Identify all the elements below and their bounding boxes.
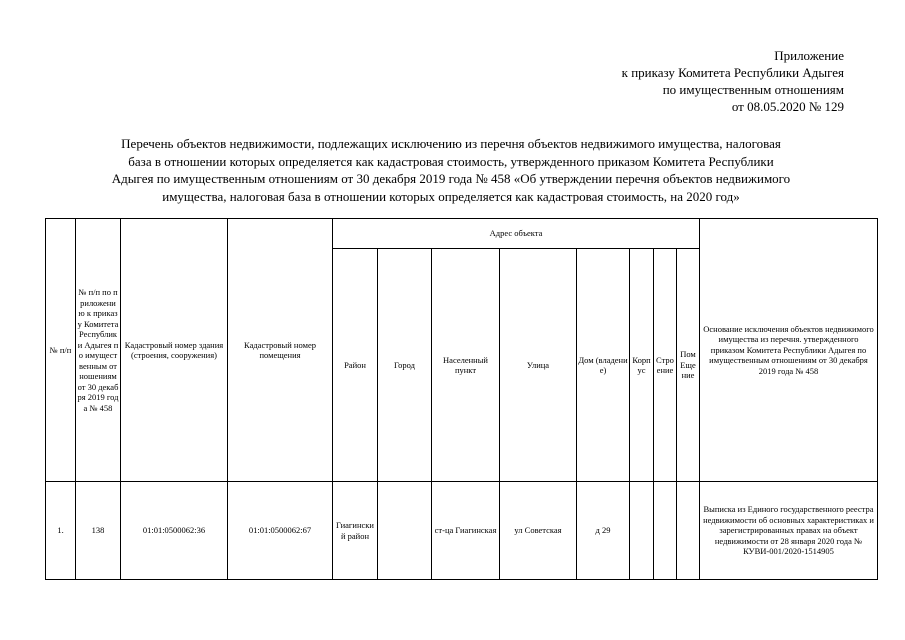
cell-settlement: ст-ца Гиагинская [432, 482, 500, 580]
document-title [50, 135, 852, 205]
header-korpus: Корпус [630, 249, 654, 482]
title-line: Перечень объектов недвижимости, подлежащих исключению из перечня объектов недвижимого имущества, налоговая [121, 136, 781, 151]
header-basis: Основание исключения объектов недвижимого имущества из перечня. утвержденного приказом Комитета Республики Адыгея по имущественным отношениям от 30 декабря 2019 года № 458 [700, 219, 878, 482]
cell-korpus [630, 482, 654, 580]
header-city: Город [378, 249, 432, 482]
table-header-row [46, 219, 878, 249]
appendix-line: от 08.05.2020 № 129 [731, 99, 844, 114]
appendix-line: Приложение [774, 48, 844, 63]
cell-district: Гиагинский район [333, 482, 378, 580]
header-address-group: Адрес объекта [333, 219, 700, 249]
title-line: база в отношении которых определяется как кадастровая стоимость, утвержденного приказом Комитета Республики [128, 153, 774, 169]
cell-num: 1. [46, 482, 76, 580]
objects-table [45, 218, 878, 580]
header-cad-building: Кадастровый номер здания (строения, сооружения) [121, 219, 228, 482]
header-district: Район [333, 249, 378, 482]
cell-building [654, 482, 677, 580]
title-line: Адыгея по имущественным отношениям от 30 декабря 2019 года № 458 «Об утверждении перечня объектов недвижимого [111, 171, 791, 186]
header-house: Дом (владение) [577, 249, 630, 482]
appendix-line: к приказу Комитета Республики Адыгея [621, 65, 844, 80]
appendix-line: по имущественным отношениям [662, 82, 844, 97]
cell-num-appendix: 138 [76, 482, 121, 580]
cell-cad-building: 01:01:0500062:36 [121, 482, 228, 580]
header-street: Улица [500, 249, 577, 482]
cell-city [378, 482, 432, 580]
cell-basis: Выписка из Единого государственного реестра недвижимости об основных характеристиках и зарегистрированных правах на объект недвижимости от 28 января 2020 года № КУВИ-001/2020-1514905 [700, 482, 878, 580]
header-num: № п/п [46, 219, 76, 482]
table-row [46, 482, 878, 580]
header-settlement: Населенный пункт [432, 249, 500, 482]
cell-house: д 29 [577, 482, 630, 580]
title-line: имущества, налоговая база в отношении которых определяется как кадастровая стоимость, на 2020 год» [162, 188, 740, 204]
header-cad-room: Кадастровый номер помещения [228, 219, 333, 482]
header-num-appendix: № п/п по приложению к приказу Комитета Республики Адыгея по имущественным отношениям от 30 декабря 2019 года № 458 [76, 219, 121, 482]
header-premises: ПомЕщение [677, 249, 700, 482]
cell-cad-room: 01:01:0500062:67 [228, 482, 333, 580]
header-building: Строение [654, 249, 677, 482]
cell-street: ул Советская [500, 482, 577, 580]
appendix-header [622, 47, 844, 115]
cell-premises [677, 482, 700, 580]
